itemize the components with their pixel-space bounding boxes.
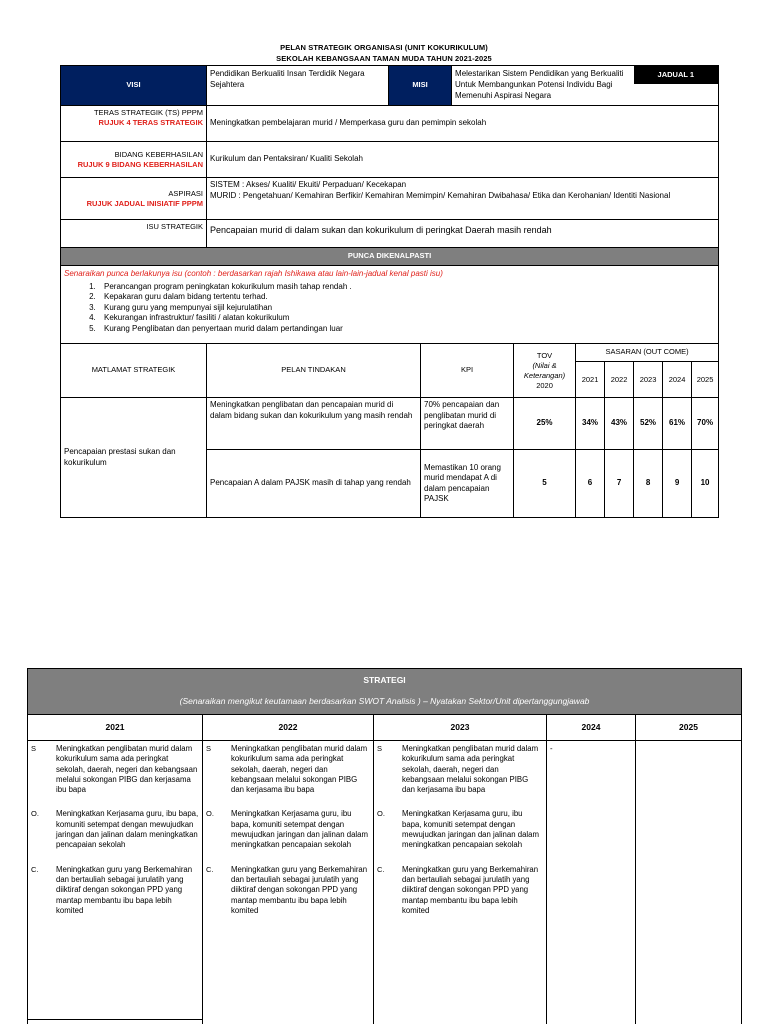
- target-cell: 61%: [663, 398, 692, 450]
- strategi-text: Meningkatkan Kerjasama guru, ibu bapa, komuniti setempat dengan mewujudkan jaringan dan jalinan dalam meningkatkan pencapaian sekolah: [402, 809, 539, 850]
- strategi-item: [31, 809, 199, 850]
- strategi-col-2021: [28, 741, 203, 1024]
- year-2025: 2025: [696, 375, 714, 384]
- strategi-text: Meningkatkan penglibatan murid dalam kokurikulum sama ada peringkat sekolah, daerah, negeri dan kebangsaan melalui sokongan PIBG dan kerjasama ibu bapa: [402, 744, 539, 795]
- swot-key: C.: [31, 864, 39, 874]
- swot-key: S: [206, 744, 212, 753]
- swot-key: C.: [377, 864, 385, 874]
- col-kpi: KPI: [421, 344, 514, 398]
- punca-item: 1. Perancangan program peningkatan kokurikulum masih tahap rendah .: [98, 282, 715, 293]
- bidang-label-cell: [61, 142, 207, 178]
- row-divider: [27, 1019, 203, 1020]
- misi-label: MISI: [389, 66, 452, 106]
- punca-list: [64, 282, 715, 335]
- year-2024: 2024: [663, 362, 692, 397]
- punca-title: PUNCA DIKENALPASTI: [61, 248, 719, 266]
- strategi-header: [28, 669, 742, 715]
- tov-cell: 25%: [514, 398, 576, 450]
- strategi-item: [206, 865, 370, 916]
- col-sasaran-cell: [576, 344, 719, 398]
- strategi-text: Meningkatkan penglibatan murid dalam kokurikulum sama ada peringkat sekolah, daerah, negeri dan kebangsaan melalui sokongan PIBG dan kerjasama ibu bapa: [231, 744, 368, 795]
- strategi-item: [31, 744, 199, 795]
- goal-text: Pencapaian prestasi sukan dan kokurikulum: [61, 398, 207, 518]
- strategi-col-2025: [636, 741, 742, 1024]
- swot-key: C.: [206, 864, 214, 874]
- document-subtitle: SEKOLAH KEBANGSAAN TAMAN MUDA TAHUN 2021-2025: [276, 54, 492, 63]
- target-cell: 8: [634, 450, 663, 518]
- strategi-text: Meningkatkan guru yang Berkemahiran dan bertauliah sebagai jurulatih yang diiktiraf dengan sokongan PPD yang mantap membantu ibu bapa lebih komited: [231, 864, 368, 915]
- target-cell: 10: [692, 450, 719, 518]
- year-2021: 2021: [576, 362, 605, 397]
- swot-key: O.: [377, 809, 385, 819]
- visi-text: Pendidikan Berkualiti Insan Terdidik Negara Sejahtera: [207, 66, 389, 106]
- punca-instruction: Senaraikan punca berlakunya isu (contoh : berdasarkan rajah Ishikawa atau lain-lain-jadual kenal pasti isu): [64, 269, 443, 278]
- jadual-badge: JADUAL 1: [634, 66, 719, 84]
- aspirasi-label: ASPIRASI: [168, 188, 203, 198]
- teras-label-cell: [61, 106, 207, 142]
- strategi-year-2021: 2021: [28, 715, 203, 741]
- target-cell: 70%: [692, 398, 719, 450]
- strategi-text: Meningkatkan guru yang Berkemahiran dan bertauliah sebagai jurulatih yang diiktiraf dengan sokongan PPD yang mantap membantu ibu bapa lebih komited: [56, 864, 193, 915]
- year-2023: 2023: [634, 362, 663, 397]
- aspirasi-cell: [207, 178, 719, 220]
- tov-cell: 5: [514, 450, 576, 518]
- col-matlamat: MATLAMAT STRATEGIK: [61, 344, 207, 398]
- teras-sublabel: RUJUK 4 TERAS STRATEGIK: [98, 118, 203, 127]
- swot-key: S: [31, 744, 37, 753]
- bidang-text: Kurikulum dan Pentaksiran/ Kualiti Sekolah: [207, 142, 719, 178]
- target-cell: 9: [663, 450, 692, 518]
- target-cell: 7: [605, 450, 634, 518]
- misi-text: Melestarikan Sistem Pendidikan yang Berkualiti Untuk Membangunkan Potensi Individu Bagi Memenuhi Aspirasi Negara: [452, 66, 634, 106]
- strategi-col-2023: [374, 741, 547, 1024]
- pelan-cell: Meningkatkan penglibatan dan pencapaian murid di dalam bidang sukan dan kokurikulum yang masih rendah: [207, 398, 421, 450]
- kpi-cell: 70% pencapaian dan penglibatan murid di peringkat daerah: [421, 398, 514, 450]
- kpi-cell: Memastikan 10 orang murid mendapat A di dalam pencapaian PAJSK: [421, 450, 514, 518]
- aspirasi-sistem: SISTEM : Akses/ Kualiti/ Ekuiti/ Perpaduan/ Kecekapan: [210, 180, 407, 189]
- strategi-title: STRATEGI: [363, 675, 406, 685]
- col-sasaran: SASARAN (OUT COME): [576, 344, 718, 362]
- visi-label: VISI: [61, 66, 207, 106]
- target-cell: 52%: [634, 398, 663, 450]
- strategi-text: Meningkatkan Kerjasama guru, ibu bapa, komuniti setempat dengan mewujudkan jaringan dan jalinan dalam meningkatkan pencapaian sekolah: [56, 809, 199, 850]
- punca-item: 4. Kekurangan infrastruktur/ fasiliti / alatan kokurikulum: [98, 313, 715, 324]
- target-cell: 34%: [576, 398, 605, 450]
- main-plan-table: [60, 65, 719, 518]
- table-row: [61, 398, 719, 450]
- document-title: PELAN STRATEGIK ORGANISASI (UNIT KOKURIKULUM): [280, 43, 488, 52]
- strategi-year-2024: 2024: [547, 715, 636, 741]
- strategi-year-2023: 2023: [374, 715, 547, 741]
- strategi-year-2022: 2022: [203, 715, 374, 741]
- pelan-cell: Pencapaian A dalam PAJSK masih di tahap yang rendah: [207, 450, 421, 518]
- strategi-text: Meningkatkan Kerjasama guru, ibu bapa, komuniti setempat dengan mewujudkan jaringan dan jalinan dalam meningkatkan pencapaian sekolah: [231, 809, 368, 850]
- aspirasi-murid: MURID : Pengetahuan/ Kemahiran Berfikir/ Kemahiran Memimpin/ Kemahiran Dwibahasa/ Etika dan Kerohanian/ Identiti Nasional: [210, 190, 671, 200]
- punca-cell: [61, 266, 719, 344]
- target-cell: 6: [576, 450, 605, 518]
- col-tov: TOV: [536, 350, 553, 360]
- strategi-text: Meningkatkan guru yang Berkemahiran dan bertauliah sebagai jurulatih yang diiktiraf dengan sokongan PPD yang mantap membantu ibu bapa lebih komited: [402, 864, 539, 915]
- strategi-table: [27, 668, 742, 1024]
- punca-item: 2. Kepakaran guru dalam bidang tertentu terhad.: [98, 292, 715, 303]
- strategi-col-2024: -: [547, 741, 636, 1024]
- isu-text: Pencapaian murid di dalam sukan dan kokurikulum di peringkat Daerah masih rendah: [207, 220, 719, 248]
- target-cell: 43%: [605, 398, 634, 450]
- strategi-item: [31, 865, 199, 916]
- strategi-item: [206, 744, 370, 795]
- strategi-item: [377, 744, 543, 795]
- bidang-label: BIDANG KEBERHASILAN: [114, 149, 203, 159]
- teras-label: TERAS STRATEGIK (TS) PPPM: [93, 108, 203, 117]
- punca-item: 3. Kurang guru yang mempunyai sijil kejurulatihan: [98, 303, 715, 314]
- aspirasi-sublabel: RUJUK JADUAL INISIATIF PPPM: [86, 198, 203, 208]
- swot-key: O.: [206, 809, 214, 819]
- col-tov-note: (Nilai & Keterangan): [523, 360, 566, 380]
- strategi-year-2025: 2025: [636, 715, 742, 741]
- swot-key: S: [377, 744, 383, 753]
- strategi-item: [206, 809, 370, 850]
- strategi-col-2022: [203, 741, 374, 1024]
- aspirasi-label-cell: [61, 178, 207, 220]
- swot-key: O.: [31, 809, 39, 819]
- isu-label: ISU STRATEGIK: [61, 220, 207, 248]
- bidang-sublabel: RUJUK 9 BIDANG KEBERHASILAN: [77, 159, 203, 169]
- year-2022: 2022: [605, 362, 634, 397]
- strategi-item: [377, 865, 543, 916]
- col-pelan: PELAN TINDAKAN: [207, 344, 421, 398]
- strategi-item: [377, 809, 543, 850]
- punca-item: 5. Kurang Penglibatan dan penyertaan murid dalam pertandingan luar: [98, 324, 715, 335]
- strategi-text: Meningkatkan penglibatan murid dalam kokurikulum sama ada peringkat sekolah, daerah, negeri dan kebangsaan melalui sokongan PIBG dan kerjasama ibu bapa: [56, 744, 198, 795]
- teras-text: Meningkatkan pembelajaran murid / Memperkasa guru dan pemimpin sekolah: [207, 106, 719, 142]
- strategi-subtitle: (Senaraikan mengikut keutamaan berdasarkan SWOT Analisis ) – Nyatakan Sektor/Unit dipertanggungjawab: [179, 696, 590, 706]
- col-tov-year: 2020: [536, 380, 553, 390]
- col-tov-cell: [514, 344, 576, 398]
